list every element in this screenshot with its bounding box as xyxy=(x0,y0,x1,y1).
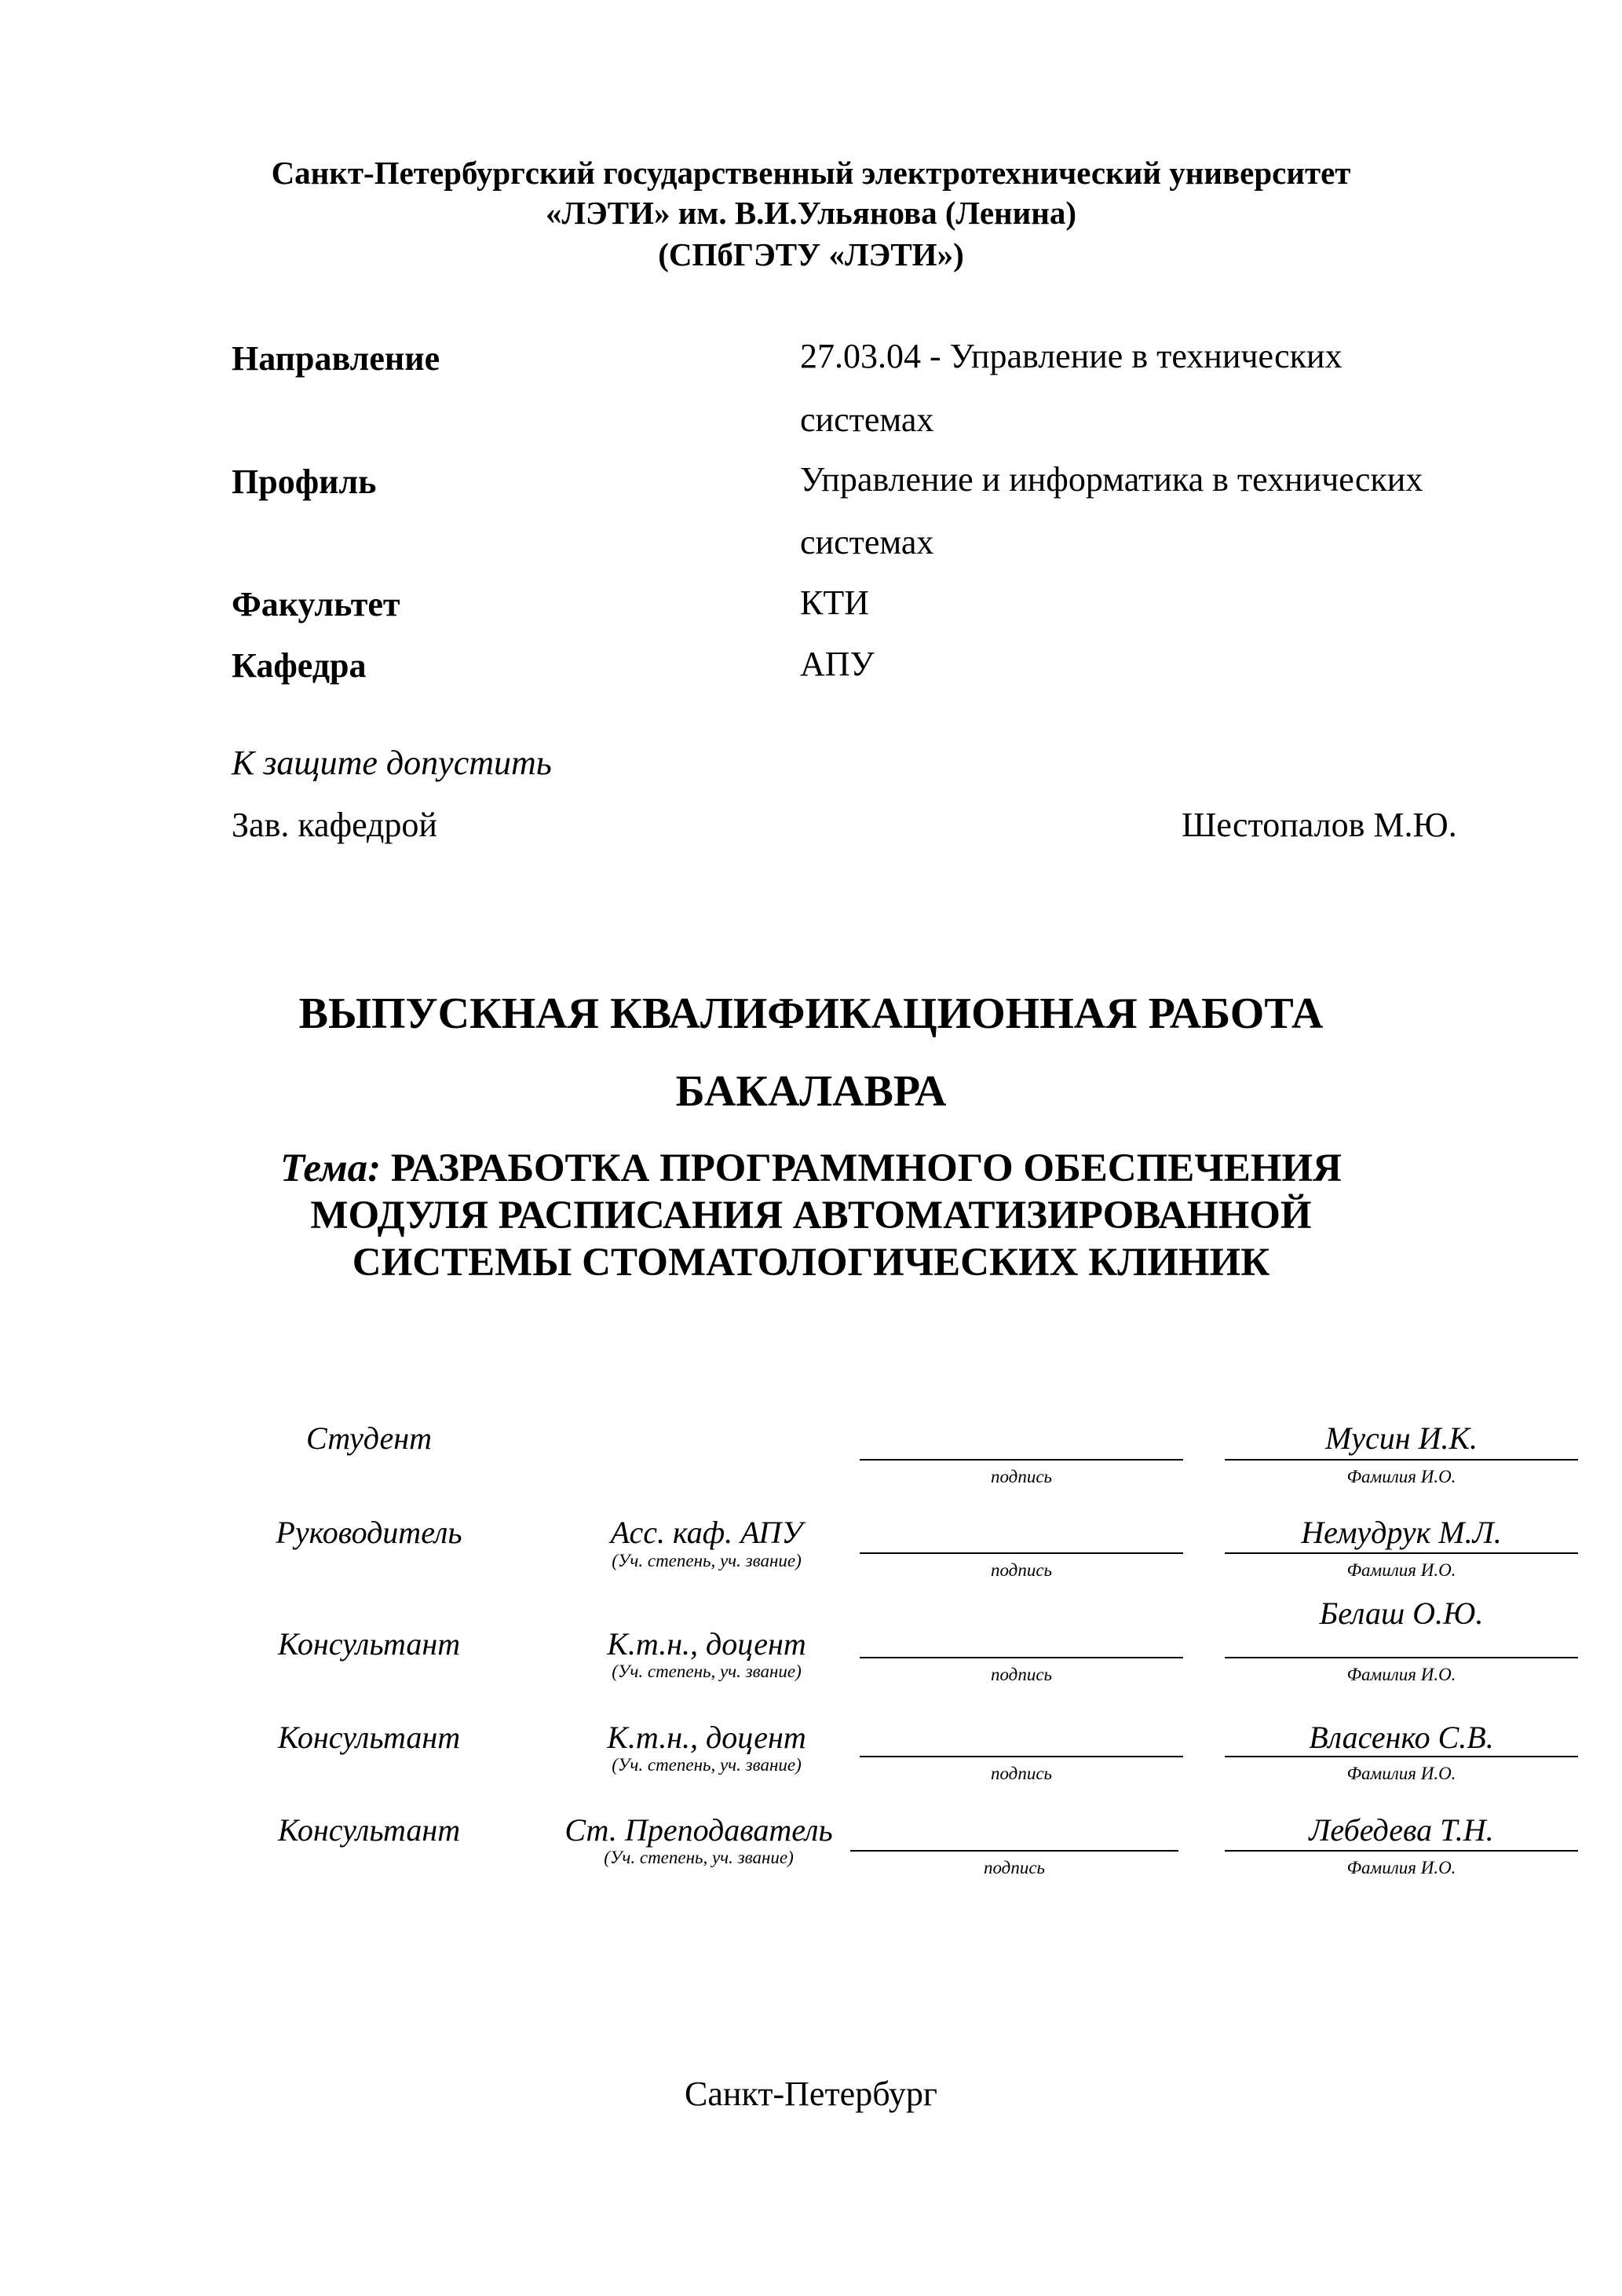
university-abbreviation: (СПбГЭТУ «ЛЭТИ») xyxy=(658,236,964,272)
topic-text-1: РАЗРАБОТКА ПРОГРАММНОГО ОБЕСПЕЧЕНИЯ xyxy=(390,1146,1342,1190)
department-label: Кафедра xyxy=(232,646,367,685)
name-line xyxy=(1225,1552,1578,1554)
rank-hint: (Уч. степень, уч. звание) xyxy=(612,1662,802,1681)
consultant-1-name: Белаш О.Ю. xyxy=(1319,1596,1484,1631)
profile-value: Управление и информатика в технических xyxy=(800,460,1423,499)
topic-line-1 xyxy=(0,1146,1622,1190)
role-consultant-2: Консультант xyxy=(277,1720,461,1755)
name-hint: Фамилия И.О. xyxy=(1346,1665,1456,1684)
signature-line xyxy=(860,1552,1183,1554)
head-of-department-label: Зав. кафедрой xyxy=(232,806,437,844)
work-title: ВЫПУСКНАЯ КВАЛИФИКАЦИОННАЯ РАБОТА xyxy=(298,989,1324,1038)
city: Санкт-Петербург xyxy=(685,2075,937,2113)
department-value: АПУ xyxy=(800,645,875,683)
faculty-label: Факультет xyxy=(232,585,400,623)
faculty-value: КТИ xyxy=(800,583,869,622)
role-supervisor: Руководитель xyxy=(276,1515,462,1550)
profile-value-cont: системах xyxy=(800,523,934,561)
topic-prefix: Тема: xyxy=(280,1146,382,1190)
supervisor-rank: Асс. каф. АПУ xyxy=(610,1515,803,1550)
profile-label: Профиль xyxy=(232,462,377,501)
university-name: Санкт-Петербургский государственный электротехнический университет xyxy=(271,155,1351,191)
role-consultant-3: Консультант xyxy=(277,1812,461,1848)
student-name: Мусин И.К. xyxy=(1324,1420,1478,1456)
signature-hint: подпись xyxy=(990,1560,1052,1580)
name-line xyxy=(1225,1657,1578,1658)
signature-line xyxy=(860,1459,1183,1461)
consultant-3-name: Лебедева Т.Н. xyxy=(1309,1812,1494,1848)
admit-to-defense: К защите допустить xyxy=(232,744,552,782)
role-consultant-1: Консультант xyxy=(277,1626,461,1662)
name-line xyxy=(1225,1459,1578,1461)
signature-hint: подпись xyxy=(990,1665,1052,1684)
name-hint: Фамилия И.О. xyxy=(1346,1467,1456,1486)
name-hint: Фамилия И.О. xyxy=(1346,1858,1456,1877)
signature-hint: подпись xyxy=(983,1858,1045,1877)
direction-value: 27.03.04 - Управление в технических xyxy=(800,337,1343,375)
signature-line xyxy=(860,1657,1183,1658)
university-name-line2: «ЛЭТИ» им. В.И.Ульянова (Ленина) xyxy=(545,195,1077,231)
consultant-2-name: Власенко С.В. xyxy=(1309,1720,1494,1755)
name-line xyxy=(1225,1850,1578,1852)
topic-line-2: МОДУЛЯ РАСПИСАНИЯ АВТОМАТИЗИРОВАННОЙ xyxy=(310,1194,1312,1238)
name-hint: Фамилия И.О. xyxy=(1346,1560,1456,1580)
work-degree: БАКАЛАВРА xyxy=(675,1067,947,1116)
consultant-2-rank: К.т.н., доцент xyxy=(607,1720,806,1755)
rank-hint: (Уч. степень, уч. звание) xyxy=(612,1551,802,1570)
role-student: Студент xyxy=(306,1420,432,1456)
name-line xyxy=(1225,1756,1578,1757)
rank-hint: (Уч. степень, уч. звание) xyxy=(612,1755,802,1775)
signature-hint: подпись xyxy=(990,1764,1052,1783)
name-hint: Фамилия И.О. xyxy=(1346,1764,1456,1783)
supervisor-name: Немудрук М.Л. xyxy=(1301,1515,1502,1550)
signature-hint: подпись xyxy=(990,1467,1052,1486)
rank-hint: (Уч. степень, уч. звание) xyxy=(604,1848,794,1867)
consultant-1-rank: К.т.н., доцент xyxy=(607,1626,806,1662)
direction-value-cont: системах xyxy=(800,400,934,439)
direction-label: Направление xyxy=(232,339,440,378)
topic-line-3: СИСТЕМЫ СТОМАТОЛОГИЧЕСКИХ КЛИНИК xyxy=(352,1241,1270,1285)
signature-line xyxy=(850,1850,1178,1852)
signature-line xyxy=(860,1756,1183,1757)
head-of-department-name: Шестопалов М.Ю. xyxy=(1182,806,1457,844)
consultant-3-rank: Ст. Преподаватель xyxy=(564,1812,833,1848)
